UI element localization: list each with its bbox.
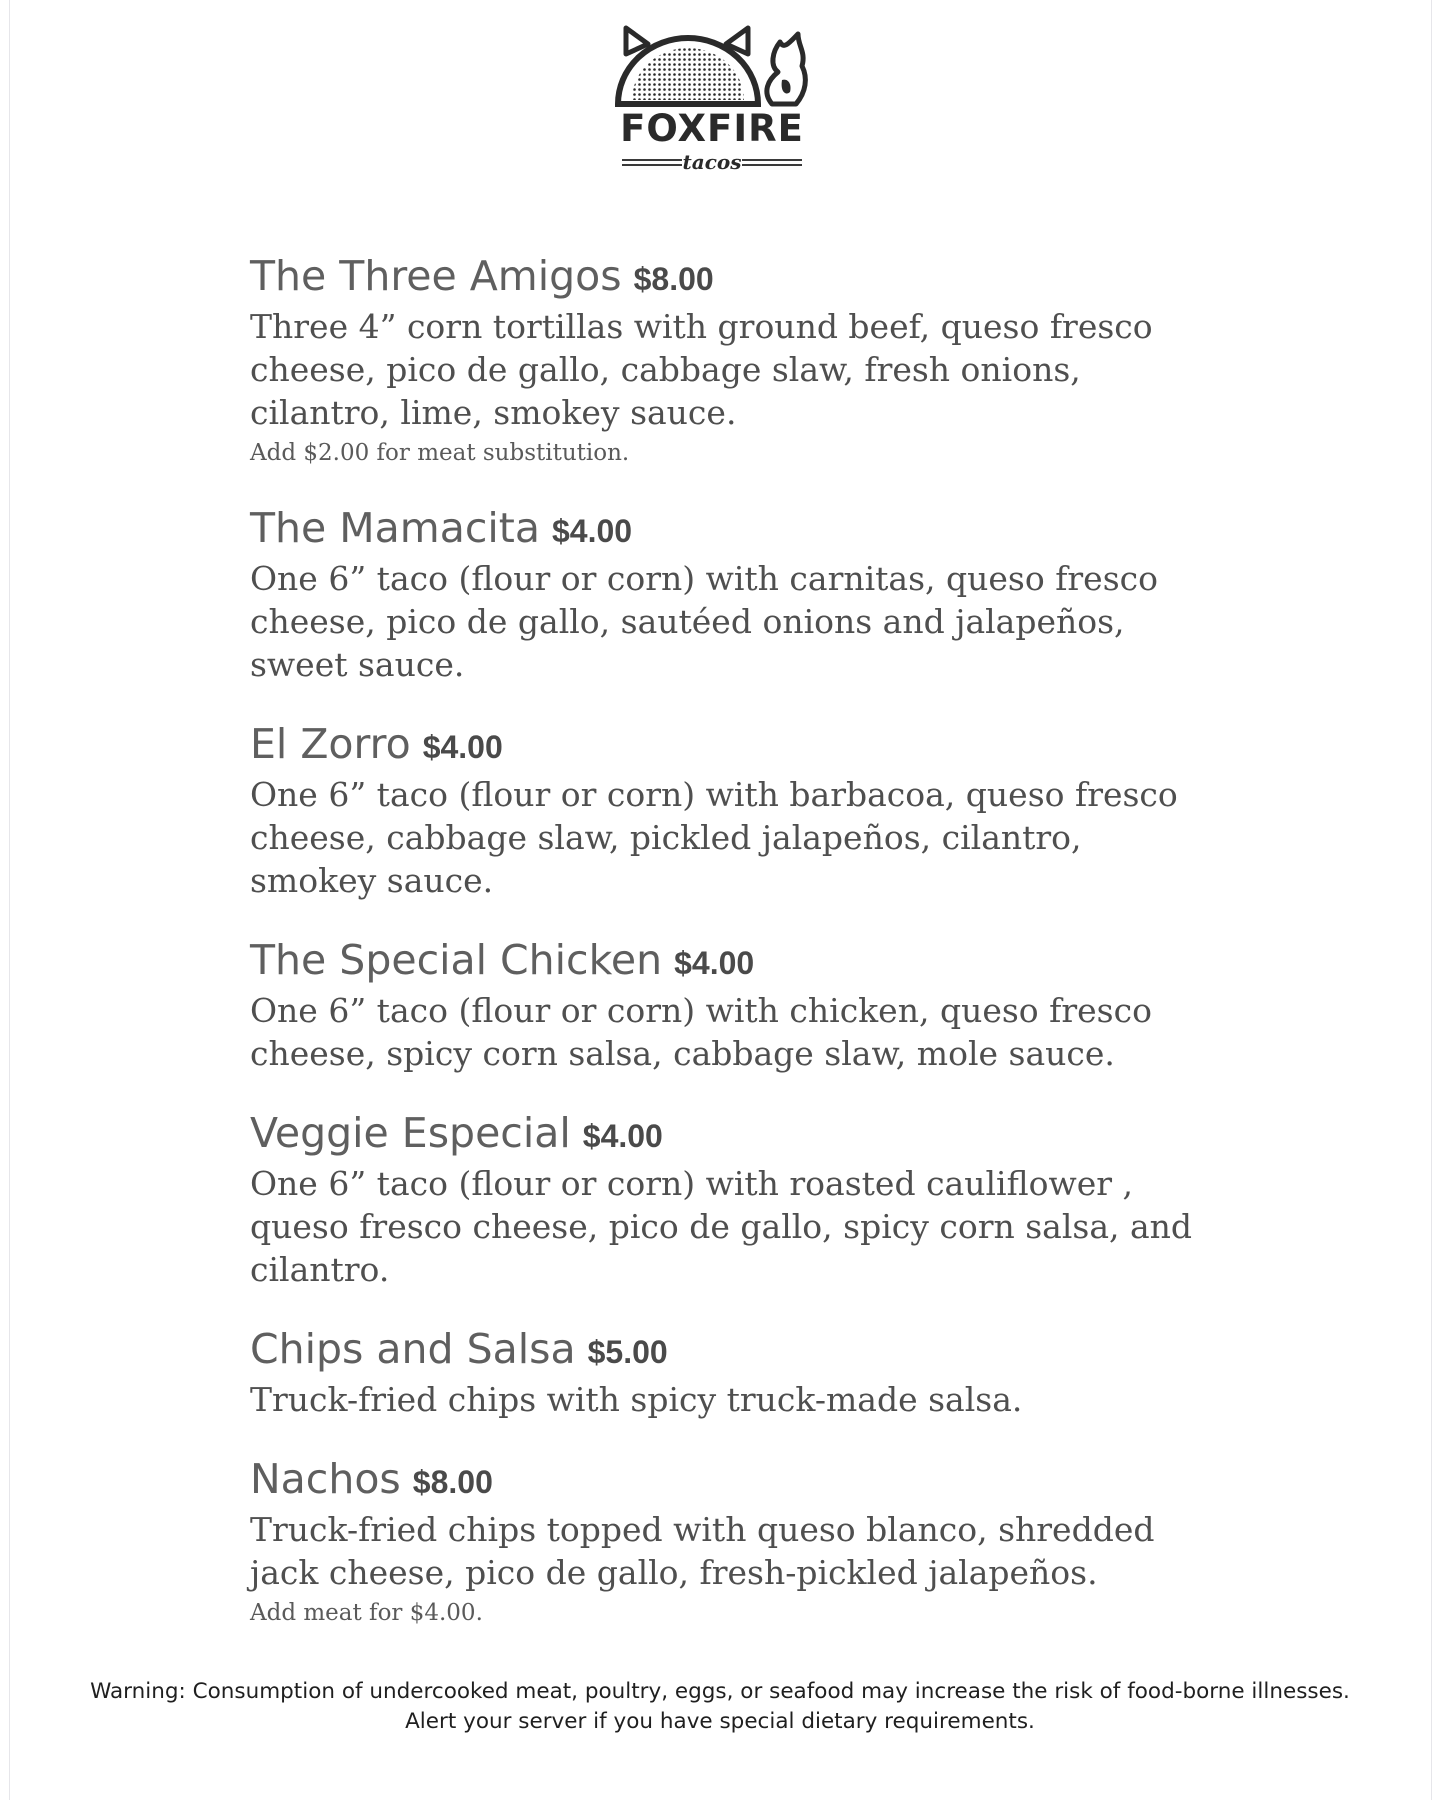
item-description: Three 4” corn tortillas with ground beef, queso fresco cheese, pico de gallo, cabbage slaw, fresh onions, cilantro, lime, smokey sauce. xyxy=(250,307,1153,432)
dietary-notice: Alert your server if you have special dietary requirements. xyxy=(405,1709,1035,1734)
item-name: Veggie Especial xyxy=(250,1109,571,1157)
item-title xyxy=(250,936,1250,987)
item-price: $8.00 xyxy=(412,1464,493,1500)
logo-rule-right xyxy=(742,159,802,161)
menu-item xyxy=(250,504,1250,686)
item-price: $5.00 xyxy=(587,1334,668,1370)
item-title xyxy=(250,1455,1250,1506)
item-description: One 6” taco (flour or corn) with barbacoa, queso fresco cheese, cabbage slaw, pickled jalapeños, cilantro, smokey sauce. xyxy=(250,775,1178,900)
item-name: The Three Amigos xyxy=(250,252,622,300)
item-description: One 6” taco (flour or corn) with carnitas, queso fresco cheese, pico de gallo, sautéed onions and jalapeños, sweet sauce. xyxy=(250,559,1158,684)
item-title xyxy=(250,1109,1250,1160)
item-price: $4.00 xyxy=(582,1118,663,1154)
fox-taco-logo-icon xyxy=(612,22,812,114)
item-name: Chips and Salsa xyxy=(250,1325,576,1373)
menu-item xyxy=(250,1325,1250,1421)
item-name: The Mamacita xyxy=(250,504,540,552)
item-title xyxy=(250,1325,1250,1376)
warning-text: Warning: Consumption of undercooked meat, poultry, eggs, or seafood may increase the risk of food-borne illnesses. xyxy=(90,1679,1350,1704)
item-name: The Special Chicken xyxy=(250,936,663,984)
item-description: One 6” taco (flour or corn) with roasted cauliflower , queso fresco cheese, pico de gallo, spicy corn salsa, and cilantro. xyxy=(250,1164,1193,1289)
item-price: $4.00 xyxy=(674,945,755,981)
item-description: Truck-fried chips topped with queso blanco, shredded jack cheese, pico de gallo, fresh-pickled jalapeños. xyxy=(250,1510,1155,1592)
item-title xyxy=(250,252,1250,303)
menu-item xyxy=(250,720,1250,902)
item-name: Nachos xyxy=(250,1455,401,1503)
menu-item xyxy=(250,252,1250,470)
logo-wordmark: FOXFIRE xyxy=(620,107,804,150)
menu-list xyxy=(250,252,1250,1630)
logo-rule-right-2 xyxy=(742,164,802,166)
item-note: Add meat for $4.00. xyxy=(250,1600,483,1626)
item-price: $4.00 xyxy=(422,729,503,765)
item-price: $4.00 xyxy=(551,513,633,549)
item-name: El Zorro xyxy=(250,720,411,768)
item-title xyxy=(250,720,1250,771)
menu-item xyxy=(250,936,1250,1075)
item-title xyxy=(250,504,1250,555)
allergy-warning xyxy=(90,1677,1350,1737)
menu-item xyxy=(250,1109,1250,1291)
item-note: Add $2.00 for meat substitution. xyxy=(250,440,630,466)
item-description: One 6” taco (flour or corn) with chicken, queso fresco cheese, spicy corn salsa, cabbage slaw, mole sauce. xyxy=(250,991,1152,1073)
foxfire-logo xyxy=(612,22,812,177)
menu-item xyxy=(250,1455,1250,1630)
item-price: $8.00 xyxy=(633,261,714,297)
logo-tagline: tacos xyxy=(682,150,742,174)
item-description: Truck-fried chips with spicy truck-made salsa. xyxy=(250,1380,1023,1419)
